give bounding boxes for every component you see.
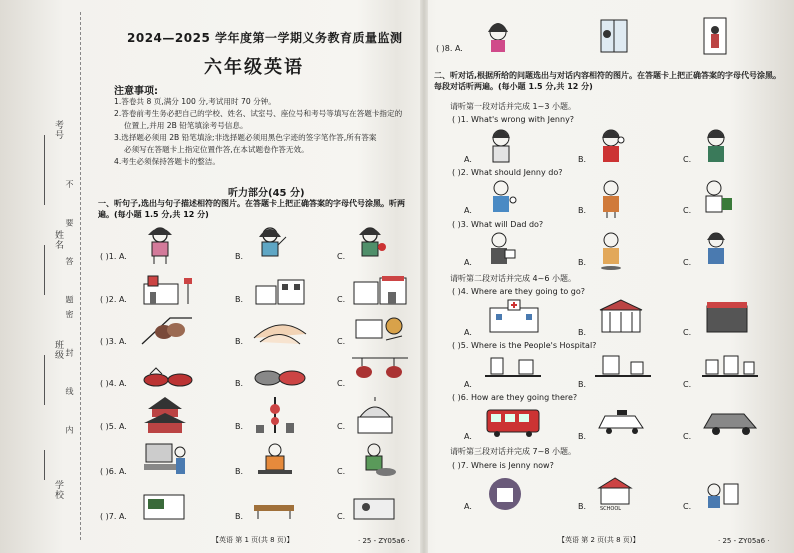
- page-footer: 【英语 第 1 页(共 8 页)】: [212, 536, 294, 544]
- dialogue-question-3: ( )3. What will Dad do?: [452, 220, 544, 229]
- option-a-label: A.: [464, 258, 472, 267]
- classroom-picture: [140, 491, 190, 521]
- note-line: 4.考生必须保持答题卡的整洁。: [114, 157, 220, 166]
- note-line: 3.选择题必须用 2B 铅笔填涂;非选择题必须用黑色字迹的签字笔作答,所有答案: [114, 133, 377, 142]
- question-number: ( )1. A.: [100, 252, 127, 261]
- shoes-hanging-picture: [350, 354, 410, 390]
- dialogue-3-instruction: 请听第三段对话并完成 7~8 小题。: [450, 447, 576, 456]
- museum-picture: [596, 298, 646, 334]
- option-c-label: C.: [337, 512, 346, 521]
- shoes-picture: [250, 358, 310, 390]
- street-map-picture: [483, 352, 543, 386]
- school-label: 学校: [53, 480, 63, 500]
- dad-calling-picture: [698, 230, 734, 270]
- question-5: [100, 395, 415, 435]
- dialogue-question-1: ( )1. What's wrong with Jenny?: [452, 115, 575, 124]
- note-line: 2.答卷前考生务必把自己的学校、姓名、试室号、座位号和考号等填写在答题卡指定的: [114, 109, 403, 118]
- exam-no-label: 考号: [53, 120, 63, 140]
- question-8: ( )8. A.: [436, 44, 463, 53]
- exam-subtitle: 六年级英语: [204, 57, 304, 78]
- option-b-label: B.: [235, 512, 244, 521]
- option-b-label: B.: [235, 295, 244, 304]
- note-line: 1.答卷共 8 页,满分 100 分,考试用时 70 分钟。: [114, 97, 276, 106]
- option-b-label: B.: [235, 422, 244, 431]
- option-a-label: A.: [464, 380, 472, 389]
- kitchen-picture: [350, 491, 400, 521]
- option-c-label: C.: [683, 380, 692, 389]
- note-line: 位置上,并用 2B 铅笔填涂考号信息。: [124, 121, 248, 130]
- seal-text: 密 封 线 内: [65, 310, 74, 448]
- option-a-label: A.: [464, 206, 472, 215]
- option-b-label: B.: [578, 206, 587, 215]
- option-c-label: C.: [337, 337, 346, 346]
- coughing-girl-picture: [698, 126, 734, 166]
- toothache-girl-picture: [593, 126, 629, 166]
- option-c-label: C.: [683, 155, 692, 164]
- exam-title: 2024—2025 学年度第一学期义务教育质量监测: [127, 31, 403, 45]
- option-b-label: B.: [578, 258, 587, 267]
- option-c-label: C.: [337, 295, 346, 304]
- hands-picture: [140, 312, 200, 348]
- page-1: [92, 0, 417, 553]
- name-label: 姓名: [53, 230, 63, 250]
- taxi-picture: [593, 404, 653, 438]
- cooking-picture: [350, 440, 400, 480]
- section-2-instructions: 二、听对话,根据所给的问题选出与对话内容相符的图片。在答题卡上把正确答案的字母代号涂黑。每段对话听两遍。(每小题 1.5 分,共 12 分): [434, 71, 782, 91]
- building-round-picture: [483, 476, 527, 512]
- question-4: [100, 352, 415, 392]
- section-1-instructions: 一、听句子,选出与句子描述相符的图片。在答题卡上把正确答案的字母代号涂黑。听两遍。(每小题 1.5 分,共 12 分): [98, 199, 406, 219]
- page-2: [428, 0, 788, 553]
- shop-picture: [140, 272, 200, 306]
- school-picture: [593, 476, 637, 506]
- page-code: · 25 - ZY05a6 ·: [718, 537, 770, 545]
- class-label: 班级: [53, 340, 63, 360]
- question-number: ( )7. A.: [100, 512, 127, 521]
- option-b-label: B.: [578, 502, 587, 511]
- food-picture: [350, 312, 410, 348]
- listening-part-heading: 听力部分(45 分): [228, 188, 305, 199]
- option-c-label: C.: [337, 467, 346, 476]
- option-a-label: A.: [464, 155, 472, 164]
- option-a-label: A.: [464, 432, 472, 441]
- window-picture: [593, 16, 633, 56]
- option-c-label: C.: [683, 206, 692, 215]
- exam-no-line: [44, 135, 45, 205]
- option-c-label: C.: [337, 252, 346, 261]
- hands-washing-picture: [250, 312, 310, 348]
- note-line: 必须写在答题卡上指定位置作答,在本试题卷作答无效。: [124, 145, 309, 154]
- option-c-label: C.: [683, 502, 692, 511]
- option-a-label: A.: [464, 328, 472, 337]
- notes-heading: 注意事项:: [114, 86, 158, 97]
- option-c-label: C.: [683, 432, 692, 441]
- cinema-picture: [350, 272, 410, 306]
- dad-cooking-picture: [593, 230, 629, 270]
- question-number: ( )4. A.: [100, 379, 127, 388]
- shoes-picture: [140, 358, 200, 390]
- fold-dash-line: [80, 12, 81, 540]
- home-picture: [700, 476, 744, 512]
- boy-medicine-picture: [483, 178, 519, 218]
- girl-picture: [140, 225, 180, 265]
- dialogue-question-5: ( )5. Where is the People's Hospital?: [452, 341, 597, 350]
- option-b-label: B.: [235, 467, 244, 476]
- girl-picture: [250, 225, 290, 265]
- girl-picture: [350, 225, 390, 265]
- school-line: [44, 450, 45, 480]
- girl-headphones-picture: [478, 18, 518, 56]
- question-3: [100, 310, 415, 350]
- question-number: ( )6. A.: [100, 467, 127, 476]
- dad-reading-picture: [483, 230, 519, 270]
- sick-girl-picture: [483, 126, 519, 166]
- dialogue-question-6: ( )6. How are they going there?: [452, 393, 578, 402]
- shop-building-picture: [703, 298, 753, 334]
- desk-picture: [250, 491, 300, 521]
- computer-picture: [140, 440, 190, 480]
- dialogue-1-instruction: 请听第一段对话并完成 1~3 小题。: [450, 102, 576, 111]
- option-b-label: B.: [235, 252, 244, 261]
- option-b-label: B.: [578, 380, 587, 389]
- doctor-picture: [698, 178, 734, 218]
- option-b-label: B.: [578, 328, 587, 337]
- reading-picture: [250, 440, 300, 480]
- option-c-label: C.: [337, 422, 346, 431]
- question-number: ( )3. A.: [100, 337, 127, 346]
- page-footer: 【英语 第 2 页(共 8 页)】: [558, 536, 640, 544]
- option-b-label: B.: [578, 432, 587, 441]
- door-picture: [696, 16, 736, 56]
- option-b-label: B.: [578, 155, 587, 164]
- dialogue-question-4: ( )4. Where are they going to go?: [452, 287, 586, 296]
- center-fold: [420, 0, 428, 553]
- question-7: [100, 485, 415, 525]
- question-1: [100, 225, 415, 265]
- dome-picture: [350, 395, 400, 435]
- option-b-label: B.: [235, 337, 244, 346]
- hospital-picture: [486, 298, 542, 334]
- question-2: [100, 268, 415, 308]
- dialogue-question-2: ( )2. What should Jenny do?: [452, 168, 563, 177]
- seal-line-text: 不 要 答 题: [65, 180, 74, 318]
- option-c-label: C.: [683, 328, 692, 337]
- street-map-picture: [700, 352, 760, 386]
- school-sign: SCHOOL: [600, 506, 622, 512]
- class-line: [44, 355, 45, 405]
- option-c-label: C.: [683, 258, 692, 267]
- tower-picture: [250, 395, 300, 435]
- street-map-picture: [593, 352, 653, 386]
- name-line: [44, 245, 45, 295]
- building-picture: [250, 272, 310, 306]
- car-picture: [700, 402, 762, 438]
- option-a-label: A.: [464, 502, 472, 511]
- question-number: ( )2. A.: [100, 295, 127, 304]
- temple-picture: [140, 395, 190, 435]
- binding-strip: [0, 0, 92, 553]
- option-c-label: C.: [337, 379, 346, 388]
- page-code: · 25 - ZY05a6 ·: [358, 537, 410, 545]
- dialogue-2-instruction: 请听第二段对话并完成 4~6 小题。: [450, 274, 576, 283]
- option-b-label: B.: [235, 379, 244, 388]
- bus-picture: [483, 404, 543, 438]
- dialogue-question-7: ( )7. Where is Jenny now?: [452, 461, 554, 470]
- question-number: ( )5. A.: [100, 422, 127, 431]
- question-6: [100, 440, 415, 480]
- boy-standing-picture: [593, 178, 629, 218]
